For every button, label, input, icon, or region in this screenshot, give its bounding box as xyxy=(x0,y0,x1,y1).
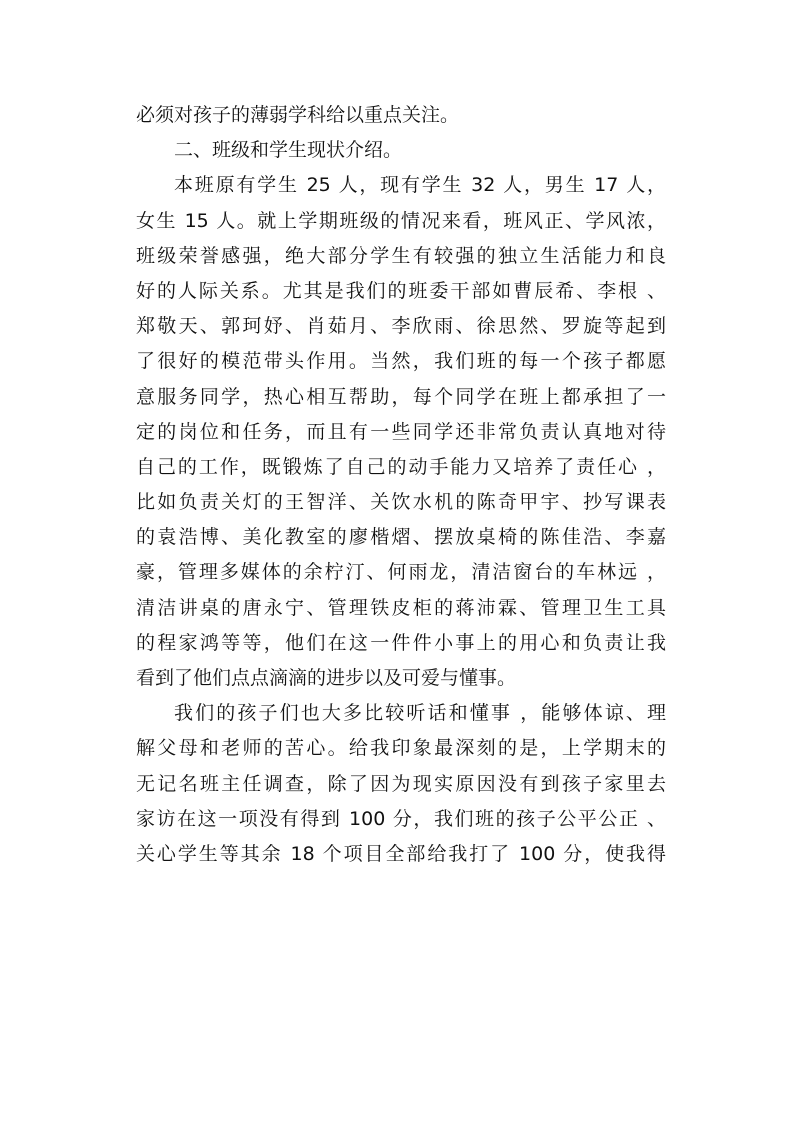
text-line: 意服务同学，热心相互帮助，每个同学在班上都承担了一 xyxy=(136,385,666,408)
document-body xyxy=(136,98,666,872)
text-line: 了很好的模范带头作用。当然，我们班的每一个孩子都愿 xyxy=(136,350,666,373)
text-line: 郑敬天、郭珂妤、肖茹月、李欣雨、徐思然、罗旋等起到 xyxy=(136,315,666,338)
text-line: 的程家鸿等等，他们在这一件件小事上的用心和负责让我 xyxy=(136,631,666,654)
text-line: 解父母和老师的苦心。给我印象最深刻的是，上学期末的 xyxy=(136,737,666,760)
text-line: 无记名班主任调查，除了因为现实原因没有到孩子家里去 xyxy=(136,772,666,795)
text-line: 关心学生等其余 18 个项目全部给我打了 100 分，使我得 xyxy=(136,842,666,865)
text-line: 自己的工作，既锻炼了自己的动手能力又培养了责任心 ， xyxy=(136,455,666,478)
text-line: 本班原有学生 25 人，现有学生 32 人，男生 17 人， xyxy=(174,174,666,197)
text-line: 必须对孩子的薄弱学科给以重点关注。 xyxy=(136,104,460,126)
text-line: 定的岗位和任务，而且有一些同学还非常负责认真地对待 xyxy=(136,420,666,443)
text-line: 好的人际关系。尤其是我们的班委干部如曹辰希、李根 、 xyxy=(136,279,666,302)
section-heading: 二、班级和学生现状介绍。 xyxy=(174,139,403,162)
text-line: 我们的孩子们也大多比较听话和懂事 ，能够体谅、理 xyxy=(174,702,666,725)
text-line: 女生 15 人。就上学期班级的情况来看，班风正、学风浓， xyxy=(136,209,666,232)
text-line: 家访在这一项没有得到 100 分，我们班的孩子公平公正 、 xyxy=(136,807,666,830)
text-line: 看到了他们点点滴滴的进步以及可爱与懂事。 xyxy=(136,667,517,689)
text-line: 班级荣誉感强，绝大部分学生有较强的独立生活能力和良 xyxy=(136,244,666,267)
text-line: 豪，管理多媒体的余柠汀、何雨龙，清洁窗台的车林远 ， xyxy=(136,561,666,584)
text-line: 比如负责关灯的王智洋、关饮水机的陈奇甲宇、抄写课表 xyxy=(136,491,666,514)
text-line: 的袁浩博、美化教室的廖楷熠、摆放桌椅的陈佳浩、李嘉 xyxy=(136,526,666,549)
text-line: 清洁讲桌的唐永宁、管理铁皮柜的蒋沛霖、管理卫生工具 xyxy=(136,596,666,619)
